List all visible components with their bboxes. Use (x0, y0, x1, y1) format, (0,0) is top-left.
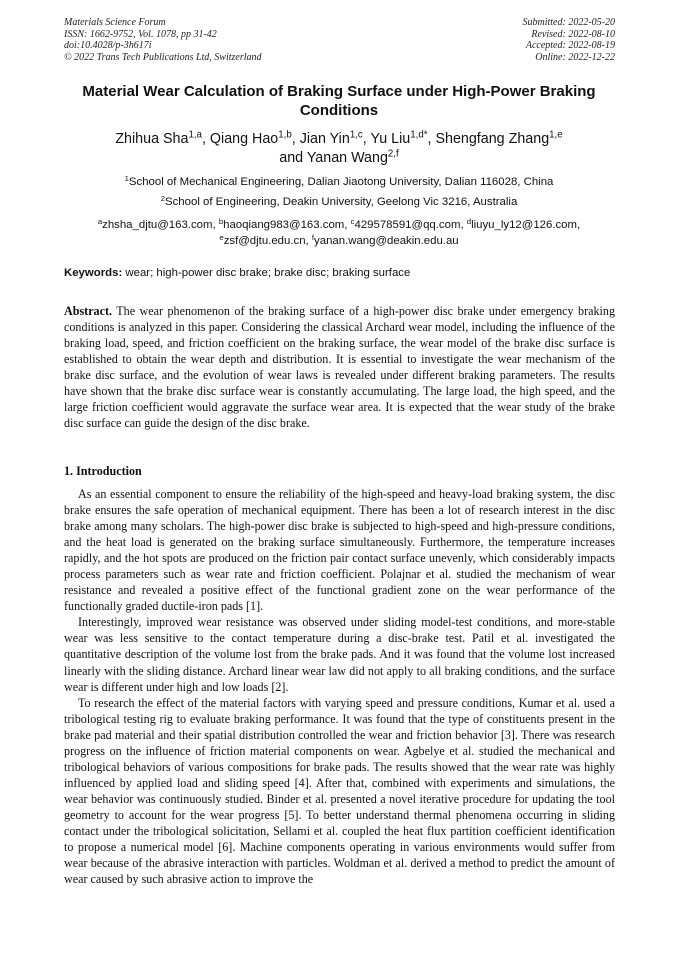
intro-paragraph-3: To research the effect of the material factors with varying speed and pressure conditions, Kumar et al. used a tribological testing rig to evaluate braking performance. It was found that the type of constituents present in the brake pad material and their spatial distribution controlled the wear and friction behavior [3]. There was research progress on the influence of friction material components on wear. Agbelye et al. studied the mechanical and tribological behaviors of various compositions for brake pads. The results showed that the wear rate was highly influenced by applied load and sliding speed [4]. After that, combined with experiments and simulations, the wear behavior was continuously studied. Binder et al. presented a novel iterative procedure for updating the tool geometry to account for the wear progress [5]. To better understand thermal phenomena occurring in sliding contact under the tribological solicitation, Sellami et al. coupled the heat flux partition coefficient identification to propose a numerical model [6]. Machine components operating in various environments would suffer from wear because of the abrasive interaction with particles. Woldman et al. derived a method to predict the amount of wear caused by such abrasive action to improve the (64, 695, 615, 887)
email-c[interactable]: $^c$429578591@qq.com (350, 216, 461, 231)
email-f[interactable]: $^f$yanan.wang@deakin.edu.au (311, 232, 459, 247)
email-a[interactable]: $^a$zhsha_djtu@163.com (97, 216, 213, 231)
intro-paragraph-2: Interestingly, improved wear resistance was observed under sliding model-test conditions, and more-stable wear was less sensitive to the contact temperature during a disc-brake test. Patil et al. investigated the quantitative description of the volume lost from the brake pads. And it was found that the volume lost increased linearly with the sliding distance. Archard linear wear law did not apply to all braking conditions, and the surface wear is different under high and low loads [2]. (64, 615, 615, 694)
accepted-date: Accepted: 2022-08-19 (525, 40, 615, 51)
abstract-label: Abstract. (64, 304, 113, 318)
author-5: Shengfang Zhang$^{1,e}$ (435, 129, 563, 147)
revised-date: Revised: 2022-08-10 (531, 28, 615, 40)
online-date: Online: 2022-12-22 (535, 51, 615, 63)
journal-header-left (64, 17, 262, 63)
section-heading-introduction: 1. Introduction (64, 464, 142, 478)
author-2: Qiang Hao$^{1,b}$, (209, 129, 300, 147)
email-d[interactable]: $^d$liuyu_ly12@126.com (466, 216, 578, 231)
journal-header-right (523, 17, 616, 63)
paper-title: Material Wear Calculation of Braking Surface under High-Power Braking Conditions (82, 83, 596, 119)
author-3: Jian Yin$^{1,c}$, (299, 129, 371, 147)
intro-paragraph-1: As an essential component to ensure the reliability of the high-speed and heavy-load braking system, the disc brake ensures the safe operation of mechanical equipment. There has been a lot of research interest in the disc brake among many scholars. The high-power disc brake is subjected to high-speed and high-pressure conditions, and the heat load is generated on the braking surface simultaneously. Furthermore, the temperature increases rapidly, and the hot spots are produced on the friction pair contact surface unevenly, which considerably impacts process parameters such as wear rate and friction coefficient. Polajnar et al. studied the mechanism of wear resistance and revealed a positive effect of the functional gradient zone on the wear performance of the functionally graded ductile-iron pads [1]. (64, 487, 615, 614)
abstract-text: The wear phenomenon of the braking surface of a high-power disc brake under emergency braking conditions is analyzed in this paper. Considering the classical Archard wear model, including the influence of the braking load, speed, and friction coefficient on the braking surface, the wear model of the brake disc surface is established to obtain the wear depth and distribution. It is essential to investigate the wear mechanism of the brake disc surface, and the evolution of wear laws is revealed under different braking parameters. The results have shown that the brake disc surface wear is constantly accumulating. The large load, the high speed, and the large friction coefficient would aggravate the surface wear area. It is expected that the wear study of the brake disc surface can guide the design of the disc brake. (64, 304, 615, 431)
abstract (64, 303, 615, 431)
introduction-body (64, 486, 615, 887)
email-b[interactable]: $^b$haoqiang983@163.com (218, 216, 345, 231)
author-1: Zhihua Sha$^{1,a}$, (115, 129, 210, 147)
keywords-text: wear; high-power disc brake; brake disc; braking surface (125, 267, 411, 279)
keywords-label: Keywords: (64, 267, 123, 279)
doi-line: doi:10.4028/p-3h617i (64, 40, 152, 51)
copyright-line: © 2022 Trans Tech Publications Ltd, Switzerland (64, 51, 262, 63)
issn-line: ISSN: 1662-9752, Vol. 1078, pp 31-42 (64, 28, 217, 40)
author-4: Yu Liu$^{1,d*}$, (370, 129, 436, 147)
author-list (40, 130, 638, 167)
affiliation-2: $^2$School of Engineering, Deakin University, Geelong Vic 3216, Australia (160, 193, 518, 208)
submitted-date: Submitted: 2022-05-20 (522, 17, 615, 28)
affiliation-1: $^1$School of Mechanical Engineering, Dalian Jiaotong University, Dalian 116028, China (124, 173, 554, 188)
email-e[interactable]: $^e$zsf@djtu.edu.cn (219, 232, 306, 247)
author-6: and Yanan Wang$^{2,f}$ (279, 148, 399, 166)
journal-name: Materials Science Forum (64, 17, 166, 28)
keywords (64, 266, 616, 280)
email-list: $^a$zhsha_djtu@163.com, $^b$haoqiang983@163.com, $^c$429578591@qq.com, $^d$liuyu_ly12@126.com, $^e$zsf@djtu.edu.cn, $^f$yanan.wang@deakin.edu.au (97, 216, 581, 247)
